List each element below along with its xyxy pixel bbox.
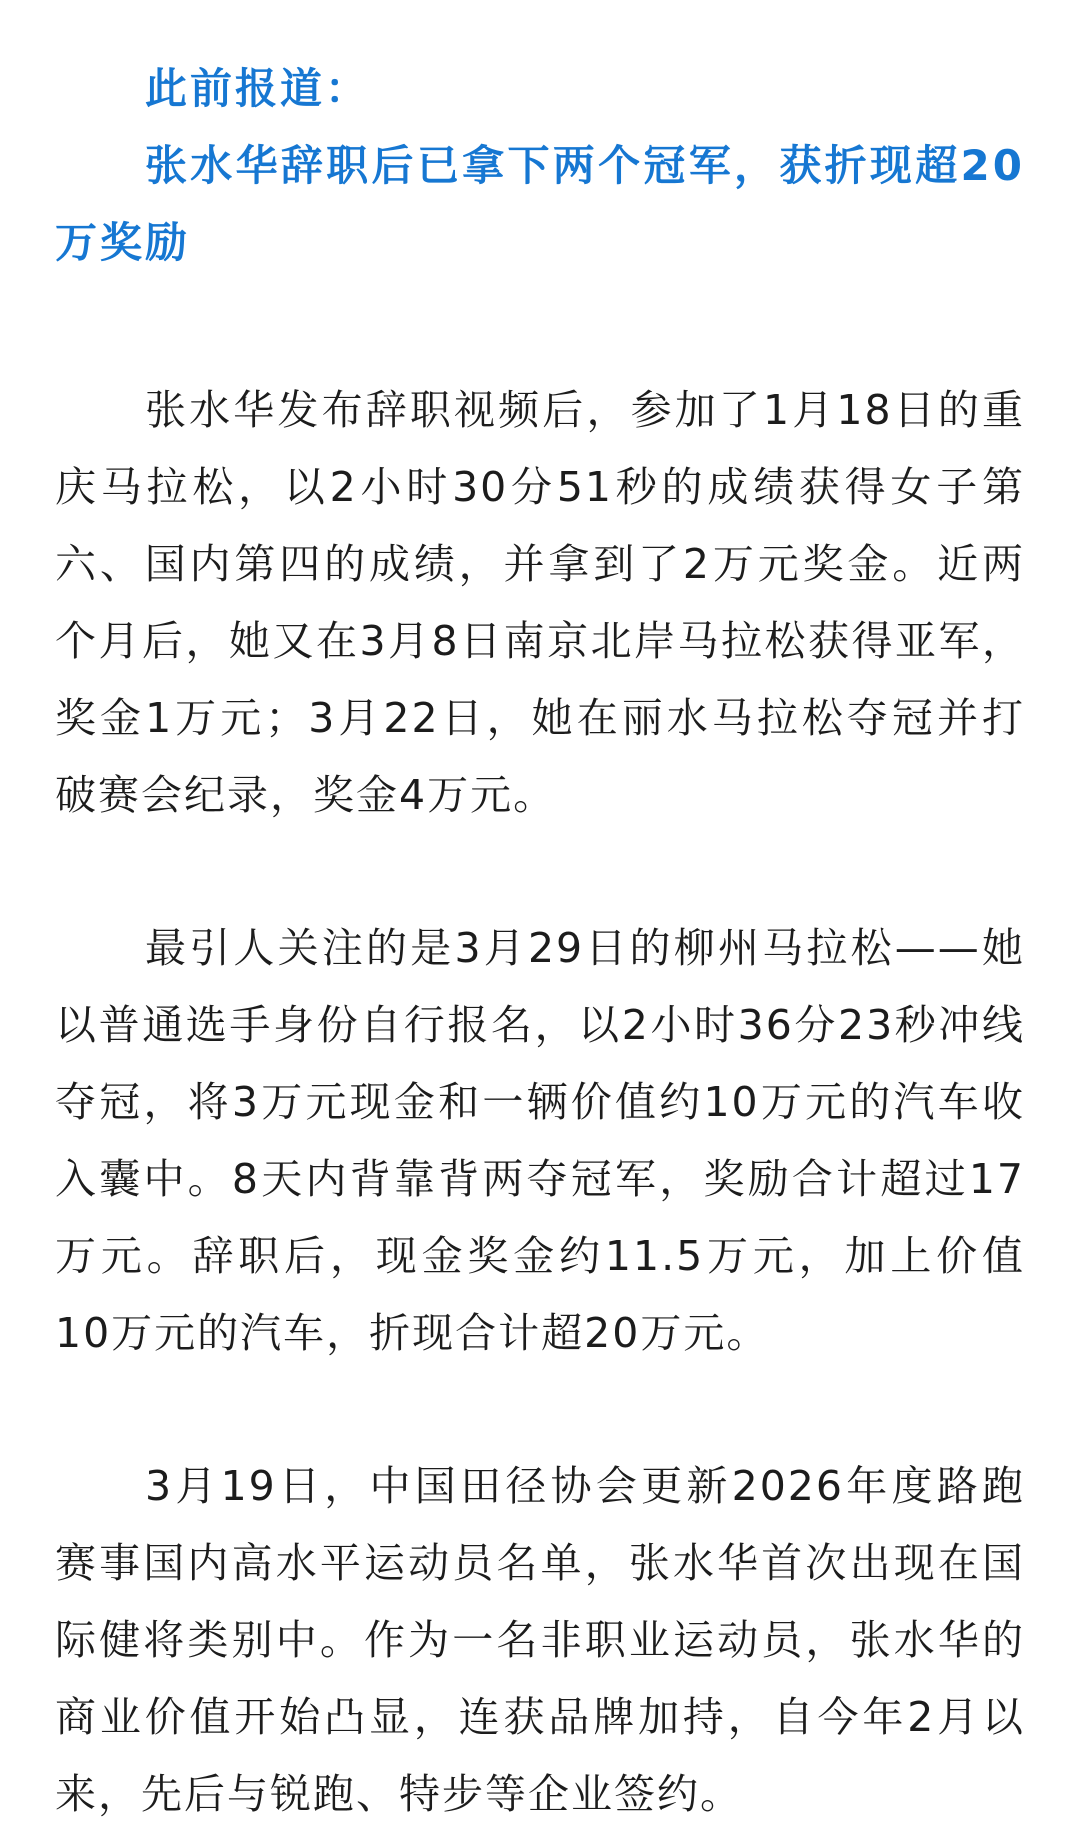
paragraph-liuzhou-marathon: 最引人关注的是3月29日的柳州马拉松——她以普通选手身份自行报名，以2小时36分23秒冲线夺冠，将3万元现金和一辆价值约10万元的汽车收入囊中。8天内背靠背两夺冠军，奖励合计超过17万元。辞职后，现金奖金约11.5万元，加上价值10万元的汽车，折现合计超20万元。: [55, 924, 1025, 1357]
article: [55, 50, 1025, 1833]
paragraph-marathon-results: 张水华发布辞职视频后，参加了1月18日的重庆马拉松，以2小时30分51秒的成绩获得女子第六、国内第四的成绩，并拿到了2万元奖金。近两个月后，她又在3月8日南京北岸马拉松获得亚军，奖金1万元；3月22日，她在丽水马拉松夺冠并打破赛会纪录，奖金4万元。: [55, 386, 1025, 819]
previous-report-headline-link[interactable]: 张水华辞职后已拿下两个冠军，获折现超20万奖励: [55, 141, 1025, 267]
previous-report-label: 此前报道：: [145, 64, 371, 113]
previous-report-block: [55, 50, 1025, 281]
paragraph-commercial-value: 3月19日，中国田径协会更新2026年度路跑赛事国内高水平运动员名单，张水华首次出现在国际健将类别中。作为一名非职业运动员，张水华的商业价值开始凸显，连获品牌加持，自今年2月以来，先后与锐跑、特步等企业签约。: [55, 1462, 1025, 1818]
